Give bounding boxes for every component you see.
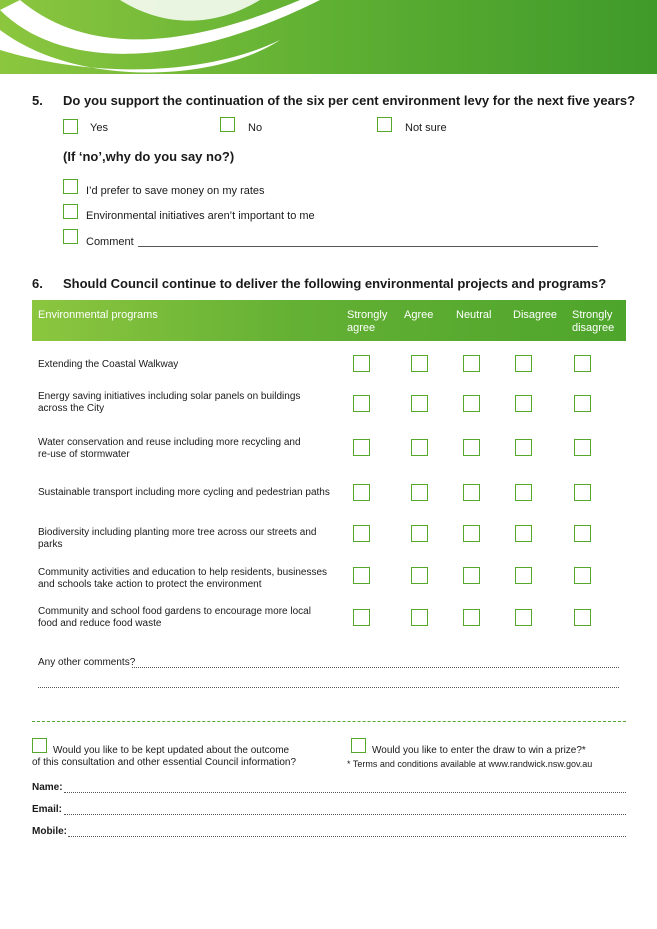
program-row-label-line1: Community and school food gardens to encourage more local: [38, 606, 311, 617]
header-strongly-agree: [347, 309, 387, 335]
program-row-label-line1: Sustainable transport including more cycling and pedestrian paths: [38, 487, 330, 498]
program-row-label: [38, 391, 338, 415]
program-row-label: [38, 359, 338, 371]
rating-strongly-agree-checkbox[interactable]: [353, 567, 370, 584]
header-programs: Environmental programs: [38, 309, 158, 321]
name-label: Name:: [32, 782, 63, 793]
rating-neutral-checkbox[interactable]: [463, 439, 480, 456]
rating-disagree-checkbox[interactable]: [515, 609, 532, 626]
rating-strongly-agree-checkbox[interactable]: [353, 484, 370, 501]
header-strongly-disagree-line2: disagree: [572, 322, 615, 334]
q5-not-sure-checkbox[interactable]: [377, 117, 392, 132]
rating-agree-checkbox[interactable]: [411, 609, 428, 626]
header-strongly-disagree-line1: Strongly: [572, 309, 613, 321]
mobile-field[interactable]: [68, 836, 626, 837]
rating-strongly-agree-checkbox[interactable]: [353, 609, 370, 626]
q5-no-label: No: [248, 122, 263, 134]
program-row-label-line1: Water conservation and reuse including more recycling and: [38, 437, 301, 448]
rating-neutral-checkbox[interactable]: [463, 484, 480, 501]
reason-save-money-label: I’d prefer to save money on my rates: [86, 185, 265, 197]
programs-table-header: [32, 300, 626, 341]
rating-disagree-checkbox[interactable]: [515, 525, 532, 542]
header-agree: Agree: [404, 309, 434, 321]
rating-agree-checkbox[interactable]: [411, 525, 428, 542]
rating-neutral-checkbox[interactable]: [463, 525, 480, 542]
rating-strongly-disagree-checkbox[interactable]: [574, 484, 591, 501]
comments-line-2[interactable]: [38, 687, 619, 688]
reason-comment-checkbox[interactable]: [63, 229, 78, 244]
rating-agree-checkbox[interactable]: [411, 355, 428, 372]
prize-terms: * Terms and conditions available at www.randwick.nsw.gov.au: [347, 759, 593, 769]
rating-strongly-disagree-checkbox[interactable]: [574, 439, 591, 456]
program-row-label-line2: and schools take action to protect the environment: [38, 579, 262, 590]
rating-strongly-disagree-checkbox[interactable]: [574, 355, 591, 372]
rating-strongly-agree-checkbox[interactable]: [353, 525, 370, 542]
program-row-label: [38, 437, 338, 461]
rating-strongly-disagree-checkbox[interactable]: [574, 395, 591, 412]
q5-yes-label: Yes: [90, 122, 108, 134]
comments-line-1[interactable]: [132, 667, 619, 668]
rating-disagree-checkbox[interactable]: [515, 395, 532, 412]
program-row-label: [38, 606, 338, 630]
program-row-label-line2: across the City: [38, 403, 105, 414]
reason-comment-label: Comment: [86, 236, 134, 248]
q5-no-checkbox[interactable]: [220, 117, 235, 132]
rating-agree-checkbox[interactable]: [411, 484, 428, 501]
section-divider: [32, 721, 626, 722]
header-strongly-disagree: [572, 309, 614, 335]
reason-not-important-label: Environmental initiatives aren’t important to me: [86, 210, 315, 222]
rating-strongly-agree-checkbox[interactable]: [353, 439, 370, 456]
rating-disagree-checkbox[interactable]: [515, 567, 532, 584]
q6-question: Should Council continue to deliver the following environmental projects and programs?: [63, 276, 607, 291]
rating-agree-checkbox[interactable]: [411, 439, 428, 456]
rating-strongly-disagree-checkbox[interactable]: [574, 567, 591, 584]
header-strongly-agree-line2: agree: [347, 322, 376, 334]
program-row-label-line1: Community activities and education to help residents, businesses: [38, 567, 328, 578]
rating-agree-checkbox[interactable]: [411, 567, 428, 584]
comments-label: Any other comments?: [38, 657, 136, 668]
header-neutral: Neutral: [456, 309, 492, 321]
header-strongly-agree-line1: Strongly: [347, 309, 388, 321]
header-disagree: Disagree: [513, 309, 558, 321]
rating-disagree-checkbox[interactable]: [515, 484, 532, 501]
comment-field[interactable]: [138, 246, 598, 247]
program-row-label-line1: Extending the Coastal Walkway: [38, 359, 179, 370]
q5-not-sure-label: Not sure: [405, 122, 447, 134]
program-row-label-line1: Energy saving initiatives including solar panels on buildings: [38, 391, 301, 402]
q5-followup: (If ‘no’,why do you say no?): [63, 149, 235, 164]
rating-agree-checkbox[interactable]: [411, 395, 428, 412]
email-label: Email:: [32, 804, 63, 815]
reason-not-important-checkbox[interactable]: [63, 204, 78, 219]
program-row-label-line1: Biodiversity including planting more tree across our streets and parks: [38, 527, 317, 550]
program-row-label: [38, 527, 338, 551]
rating-neutral-checkbox[interactable]: [463, 355, 480, 372]
program-row-label: [38, 567, 338, 591]
q5-number: 5.: [32, 93, 43, 108]
keep-updated-checkbox[interactable]: [32, 738, 47, 753]
q5-yes-checkbox[interactable]: [63, 119, 78, 134]
rating-strongly-disagree-checkbox[interactable]: [574, 609, 591, 626]
q6-number: 6.: [32, 276, 43, 291]
rating-strongly-agree-checkbox[interactable]: [353, 395, 370, 412]
keep-updated-line1: Would you like to be kept updated about the outcome: [53, 745, 290, 756]
name-field[interactable]: [64, 792, 626, 793]
rating-strongly-agree-checkbox[interactable]: [353, 355, 370, 372]
program-row-label-line2: food and reduce food waste: [38, 618, 162, 629]
email-field[interactable]: [64, 814, 626, 815]
keep-updated-line2: of this consultation and other essential Council information?: [32, 757, 297, 768]
rating-strongly-disagree-checkbox[interactable]: [574, 525, 591, 542]
rating-disagree-checkbox[interactable]: [515, 439, 532, 456]
rating-neutral-checkbox[interactable]: [463, 609, 480, 626]
program-row-label: [38, 487, 338, 499]
program-row-label-line2: re-use of stormwater: [38, 449, 130, 460]
prize-draw-label: Would you like to enter the draw to win a prize?*: [372, 745, 586, 756]
rating-neutral-checkbox[interactable]: [463, 395, 480, 412]
q5-question: Do you support the continuation of the six per cent environment levy for the next five years?: [63, 93, 636, 108]
header-banner: [0, 0, 657, 74]
reason-save-money-checkbox[interactable]: [63, 179, 78, 194]
mobile-label: Mobile:: [32, 826, 67, 837]
rating-disagree-checkbox[interactable]: [515, 355, 532, 372]
prize-draw-checkbox[interactable]: [351, 738, 366, 753]
rating-neutral-checkbox[interactable]: [463, 567, 480, 584]
